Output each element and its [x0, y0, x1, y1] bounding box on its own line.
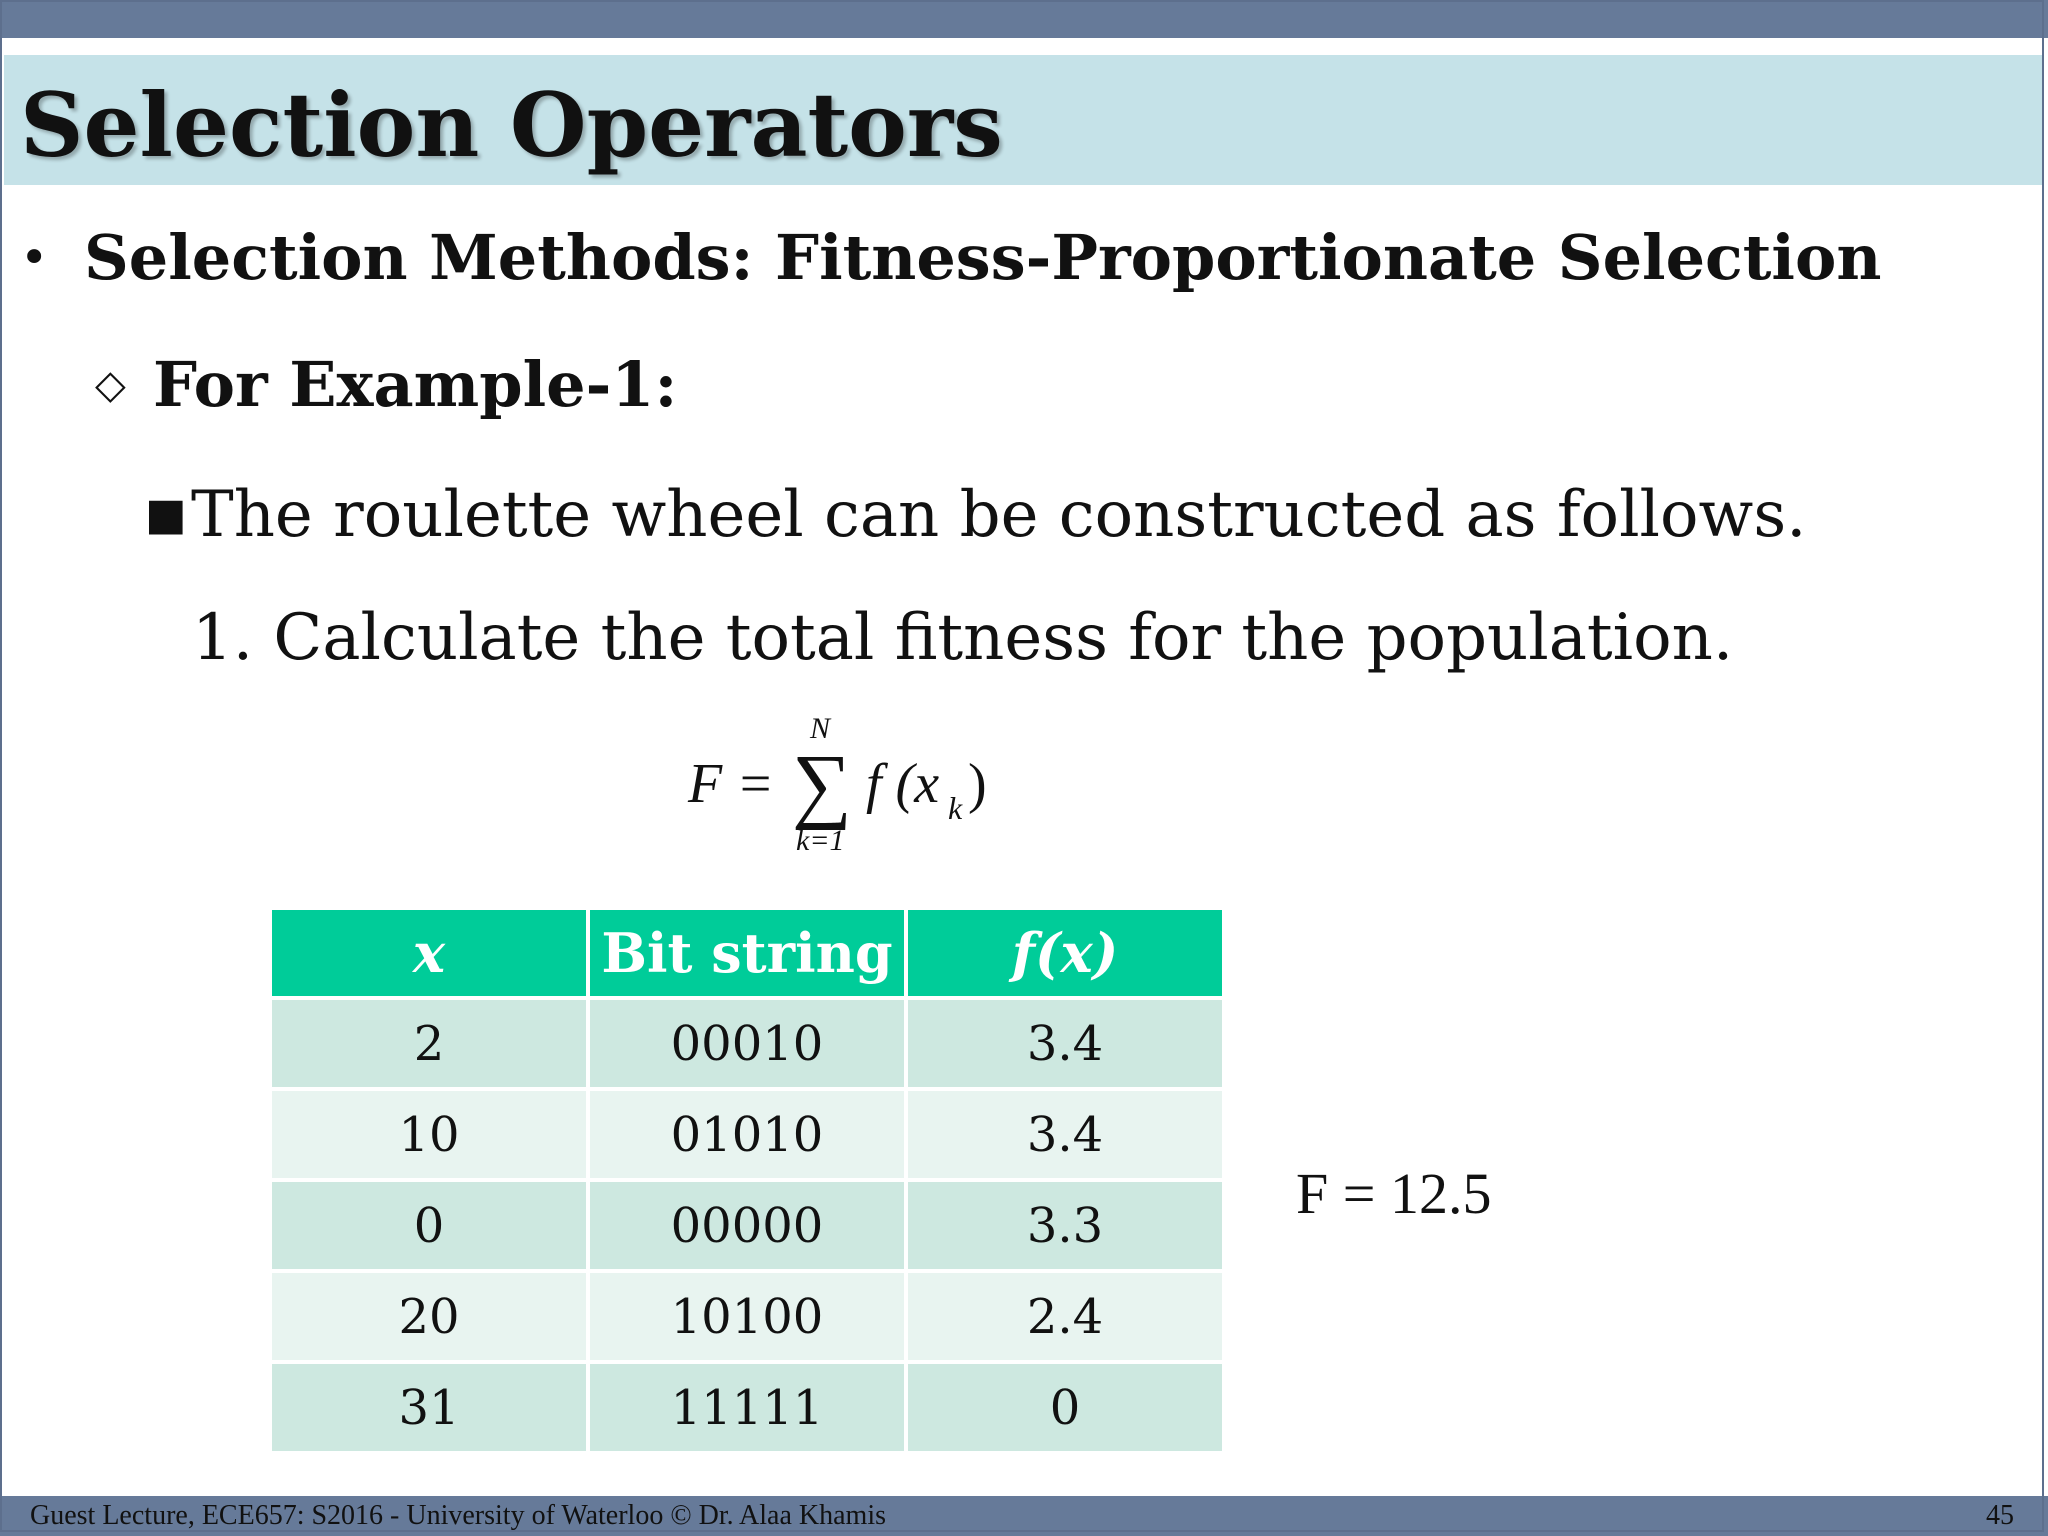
- cell-x: 31: [272, 1364, 586, 1451]
- table-row: [272, 1091, 1222, 1178]
- table-row: [272, 1000, 1222, 1087]
- fitness-table: [268, 906, 1226, 1455]
- diamond-bullet-icon: ◇: [95, 362, 126, 408]
- bullet-level3-text: The roulette wheel can be constructed as follows.: [191, 478, 1807, 552]
- cell-fx: 2.4: [908, 1273, 1222, 1360]
- top-bar: [0, 0, 2048, 38]
- summation-icon: ∑: [792, 738, 852, 831]
- step-1-text: 1. Calculate the total fitness for the population.: [192, 601, 1734, 675]
- cell-fx: 0: [908, 1364, 1222, 1451]
- bullet-level3: [145, 475, 1807, 555]
- square-bullet-icon: ■: [145, 489, 187, 540]
- footer-bar: [0, 1496, 2048, 1536]
- formula-lhs: F =: [688, 753, 774, 815]
- cell-x: 10: [272, 1091, 586, 1178]
- cell-bit-string: 11111: [590, 1364, 904, 1451]
- bullet-level2: [95, 345, 677, 425]
- page-number: 45: [1986, 1500, 2014, 1531]
- cell-bit-string: 10100: [590, 1273, 904, 1360]
- cell-fx: 3.3: [908, 1182, 1222, 1269]
- formula-upper-limit: N: [810, 712, 831, 745]
- bullet-level2-text: For Example-1:: [153, 348, 678, 421]
- formula-lower-limit: k=1: [796, 824, 845, 857]
- formula-term: f (x: [866, 753, 940, 815]
- footer-text: Guest Lecture, ECE657: S2016 - University of Waterloo © Dr. Alaa Khamis: [30, 1500, 887, 1531]
- bullet-level1-text: Selection Methods: Fitness-Proportionate Selection: [84, 221, 1882, 294]
- cell-x: 0: [272, 1182, 586, 1269]
- cell-bit-string: 01010: [590, 1091, 904, 1178]
- cell-bit-string: 00010: [590, 1000, 904, 1087]
- round-bullet-icon: •: [20, 230, 49, 286]
- cell-fx: 3.4: [908, 1091, 1222, 1178]
- table-header-row: [272, 910, 1222, 996]
- formula-subscript: k: [948, 790, 963, 826]
- cell-x: 2: [272, 1000, 586, 1087]
- slide-title: Selection Operators: [20, 73, 1003, 177]
- header-x: x: [272, 910, 586, 996]
- bullet-level1: [20, 218, 1881, 298]
- cell-bit-string: 00000: [590, 1182, 904, 1269]
- table-row: [272, 1364, 1222, 1451]
- total-fitness-formula: [688, 712, 1028, 860]
- total-fitness-value: F = 12.5: [1296, 1161, 1492, 1226]
- header-fx: f(x): [908, 910, 1222, 996]
- cell-x: 20: [272, 1273, 586, 1360]
- table-row: [272, 1182, 1222, 1269]
- header-bit-string: Bit string: [590, 910, 904, 996]
- cell-fx: 3.4: [908, 1000, 1222, 1087]
- table-row: [272, 1273, 1222, 1360]
- formula-close-paren: ): [968, 753, 987, 815]
